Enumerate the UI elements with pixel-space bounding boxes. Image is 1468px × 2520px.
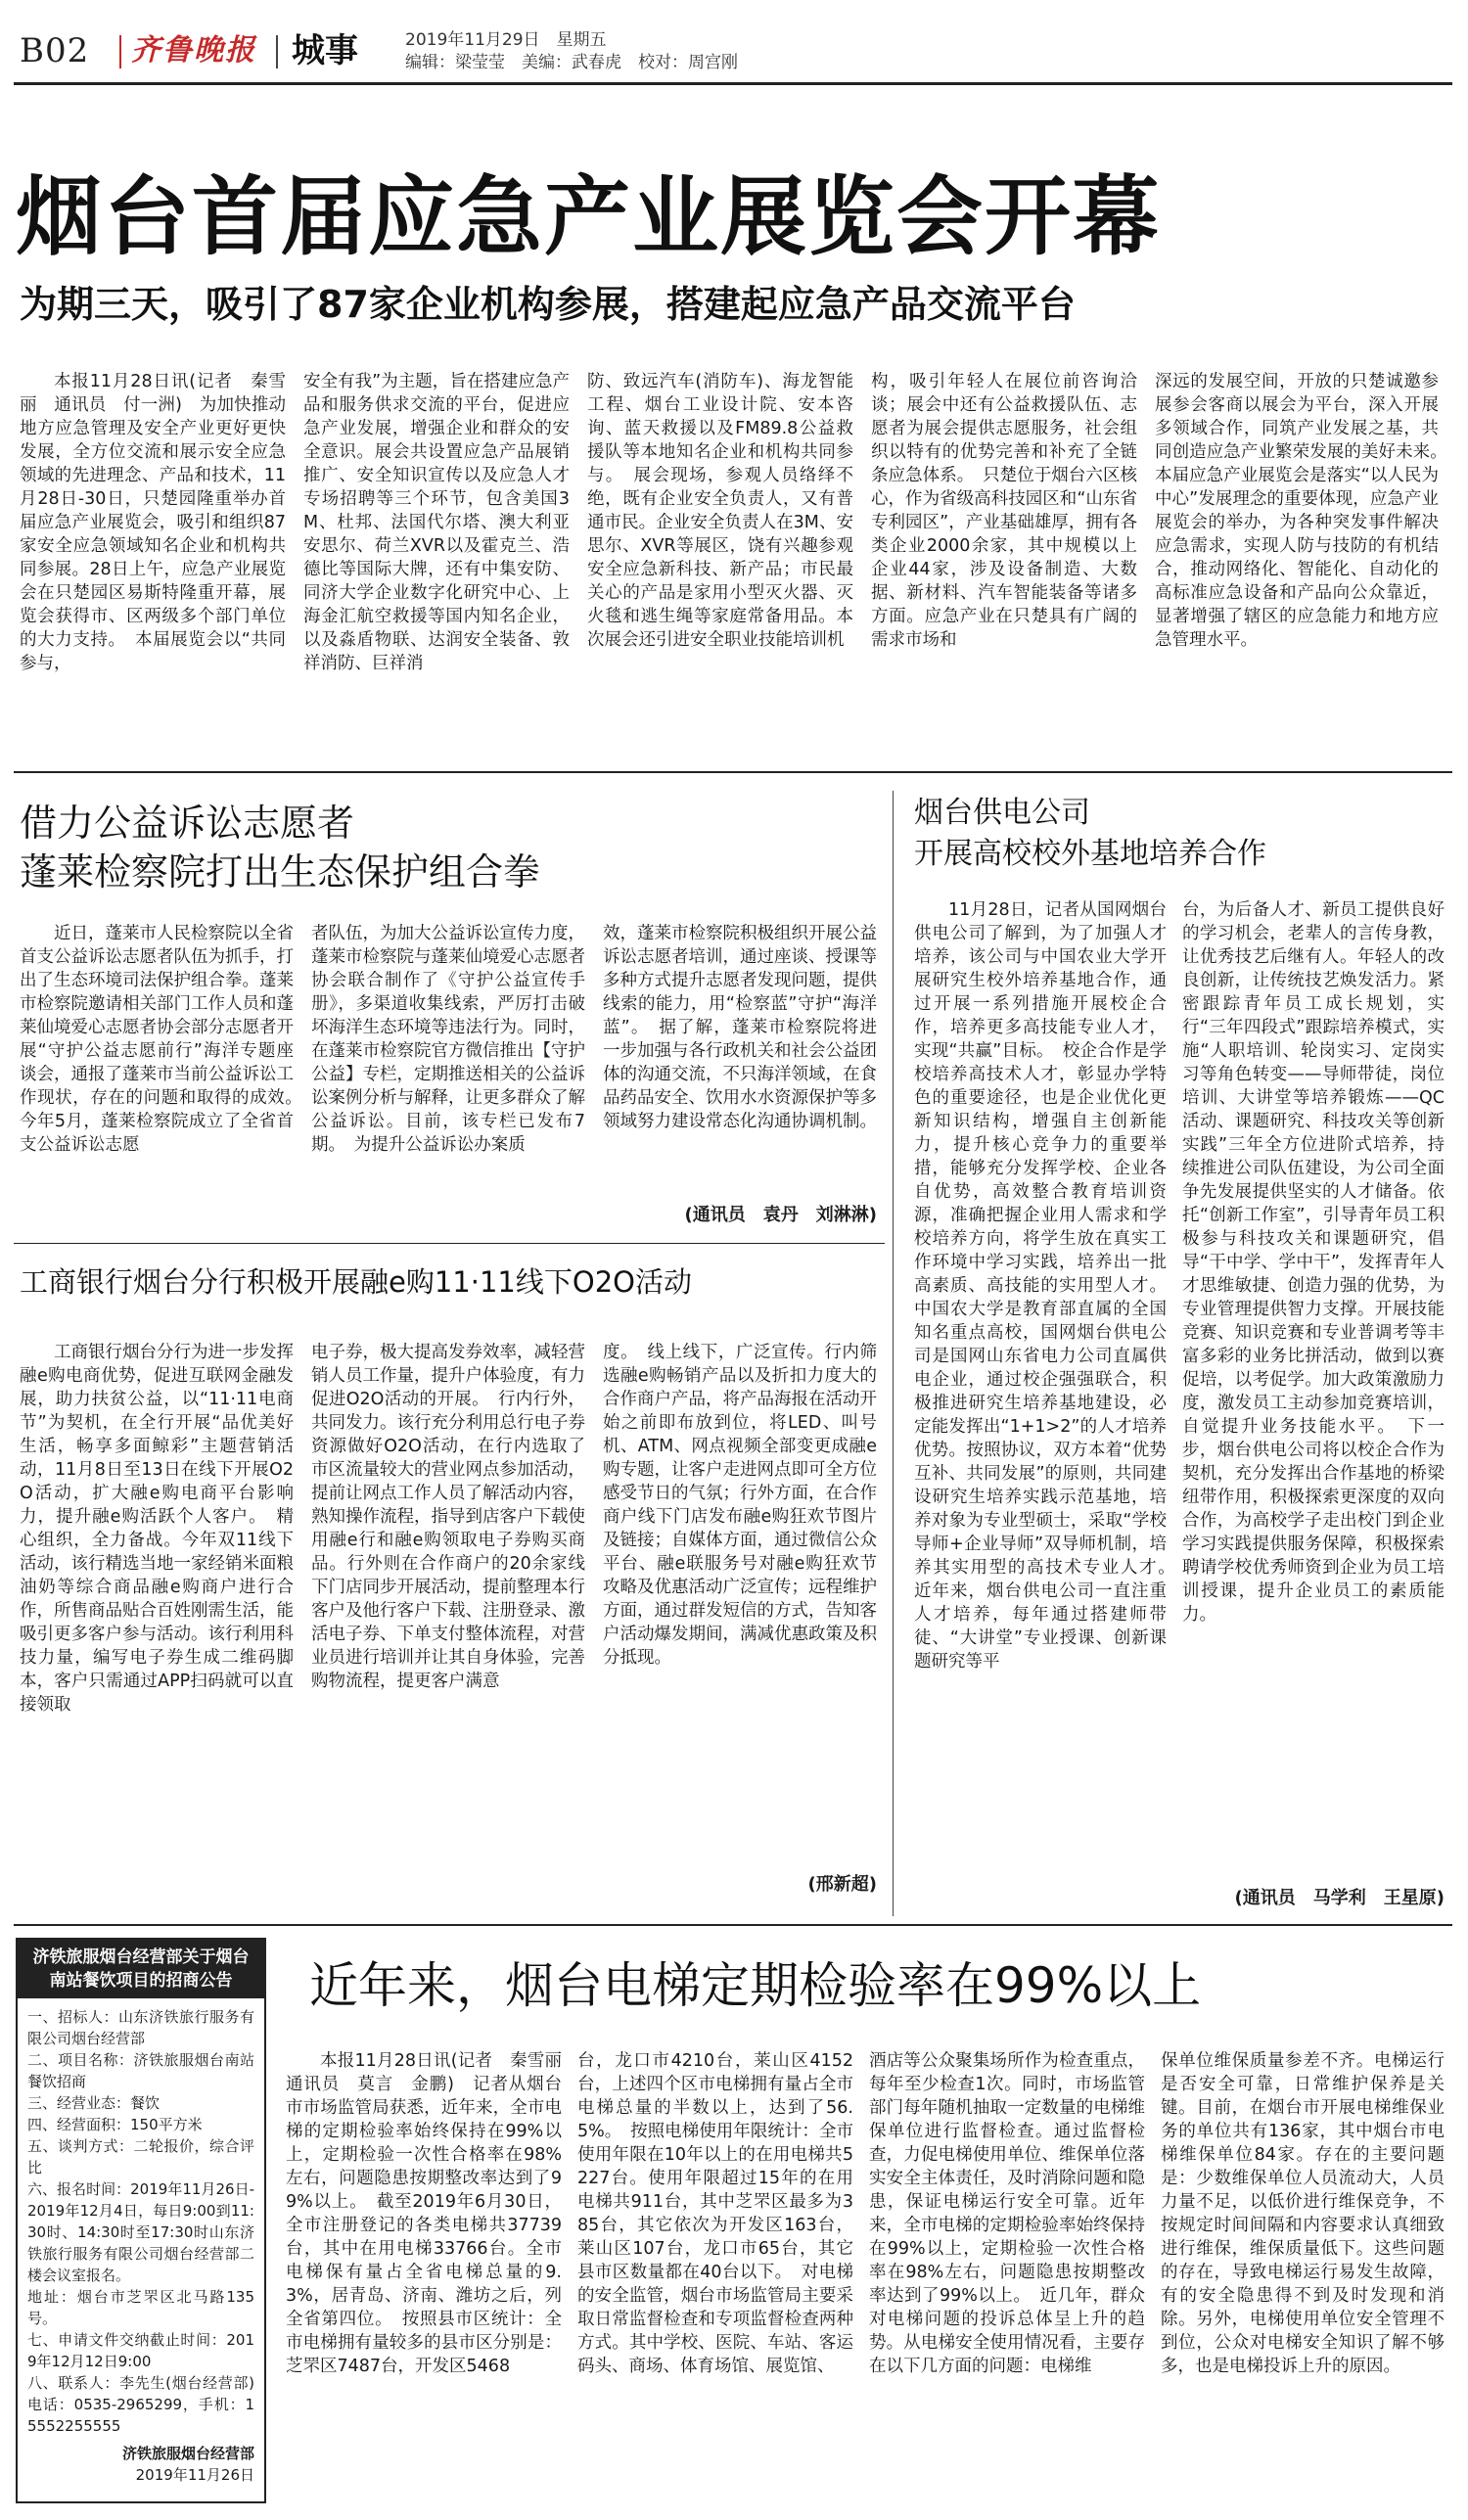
notice-date: 2019年11月26日 [135, 2466, 254, 2484]
elevator-column-text: 酒店等公众聚集场所作为检查重点，每年至少检查1次。同时，市场监管部门每年随机抽取一定数量的电梯维保单位进行监督检查。通过监督检查，力促电梯使用单位、维保单位落实安全主体责任，及时消除问题和隐患，保证电梯运行安全可靠。近年来，全市电梯的定期检验率始终保持在99%以上，定期检验一次性合格率在98%左右，问题隐患按期整改率达到了99%以上。 近几年，群众对电梯问题的投诉总体呈上升的趋势。从电梯安全使用情况看，主要存在以下几方面的问题：电梯维 [869, 2051, 1145, 2376]
lead-column-text: 本报11月28日讯(记者 秦雪丽 通讯员 付一洲) 为加快推动地方应急管理及安全产业更好更快发展，全方位交流和展示安全应急领域的先进理念、产品和技术，11月28日-30日，只楚园隆重举办首届应急产业展览会，吸引和组织87家安全应急领域知名企业和机构共同参展。28日上午，应急产业展览会在只楚园区易斯特隆重开幕，展览会获得市、区两级多个部门单位的大力支持。 本届展览会以“共同参与， [20, 372, 286, 673]
masthead-rule [14, 82, 1452, 85]
power-column-1 [914, 898, 1184, 1887]
penglai-column-3 [603, 922, 877, 1206]
lead-column-text: 构，吸引年轻人在展位前咨询洽谈；展会中还有公益救援队伍、志愿者为展会提供志愿服务，社会组织以特有的优势完善和补充了全链条应急体系。 只楚位于烟台六区核心，作为省级高科技园区和“山东省专利园区”，产业基础雄厚，拥有各类企业2000余家，其中规模以上企业44家，涉及设备制造、大数据、新材料、汽车智能装备等诸多方面。应急产业在只楚具有广阔的需求市场和 [871, 372, 1137, 650]
elevator-column-text: 保单位维保质量参差不齐。电梯运行是否安全可靠，日常维护保养是关键。目前，在烟台市开展电梯维保业务的单位共有136家，其中烟台市电梯维保单位84家。存在的主要问题是：少数维保单位人员流动大，人员力量不足，以低价进行维保竞争，不按规定时间间隔和内容要求认真细致进行维保，维保质量低下。这些问题的存在，导致电梯运行易发生故障，有的安全隐患得不到及时发现和消除。另外，电梯使用单位安全管理不到位，公众对电梯安全知识了解不够多，也是电梯投诉上升的原因。 [1161, 2051, 1445, 2376]
elevator-column-text: 台，龙口市4210台，莱山区4152台，上述四个区市电梯拥有量占全市电梯总量的半数以上，达到了56.5%。 按照电梯使用年限统计：全市使用年限在10年以上的在用电梯共5227台。使用年限超过15年的在用电梯共911台，其中芝罘区最多为385台，其它依次为开发区163台，莱山区107台，龙口市65台，其它县市区数量都在40台以下。 对电梯的安全监管，烟台市场监管局主要采取日常监督检查和专项监督检查两种方式。其中学校、医院、车站、客运码头、商场、体育场馆、展览馆、 [577, 2051, 853, 2376]
penglai-credit: (通讯员 袁丹 刘淋淋) [684, 1205, 877, 1225]
notice-item: 地址：烟台市芝罘区北马路135号。 [27, 2288, 254, 2327]
elevator-column-text: 本报11月28日讯(记者 秦雪丽 通讯员 莫言 金鹏) 记者从烟台市市场监管局获悉，近年来，全市电梯的定期检验率始终保持在99%以上，定期检验一次性合格率在98%左右，问题隐患按期整改率达到了99%以上。 截至2019年6月30日，全市注册登记的各类电梯共37739台，其中在用电梯33766台。全市电梯保有量占全省电梯总量的9.3%，居青岛、济南、潍坊之后，列全省第四位。 按照县市区统计：全市电梯拥有量较多的县市区分别是：芝罘区7487台，开发区5468 [286, 2051, 579, 2376]
section-rule [14, 771, 1452, 773]
lead-column-4 [871, 370, 1137, 752]
notice-body [18, 1998, 270, 2494]
notice-item: 一、招标人：山东济铁旅行服务有限公司烟台经营部 [27, 2008, 254, 2047]
elevator-column-2 [577, 2049, 853, 2509]
notice-item: 八、联系人：李先生(烟台经营部) 电话：0535-2965299，手机：15552255555 [27, 2374, 270, 2435]
lead-column-text: 防、致远汽车(消防车)、海龙智能工程、烟台工业设计院、安本咨询、蓝天救援以及FM89.8公益救援队等本地知名企业和机构共同参与。 展会现场，参观人员络绎不绝，既有企业安全负责人，又有普通市民。企业安全负责人在3M、安思尔、XVR等展区，饶有兴趣参观安全应急新科技、新产品；市民最关心的产品是家用小型灭火器、灭火毯和逃生绳等家庭常备用品。本次展会还引进安全职业技能培训机 [587, 372, 853, 650]
penglai-column-2 [311, 922, 585, 1206]
icbc-column-1 [20, 1341, 294, 1899]
newspaper-logo: 齐鲁晚报 [131, 33, 256, 68]
power-headline-line-1: 烟台供电公司 [914, 796, 1090, 830]
masthead [0, 0, 1468, 78]
penglai-headline-line-1: 借力公益诉讼志愿者 [20, 802, 355, 845]
section-rule [14, 1243, 885, 1244]
icbc-credit: (邢新超) [807, 1874, 877, 1895]
notice-item: 二、项目名称：济铁旅服烟台南站餐饮招商 [27, 2051, 254, 2090]
power-column-2 [1182, 898, 1445, 1887]
icbc-column-3 [603, 1341, 877, 1869]
icbc-headline: 工商银行烟台分行积极开展融e购11·11线下O2O活动 [20, 1265, 692, 1299]
lead-headline: 烟台首届应急产业展览会开幕 [16, 166, 1162, 267]
notice-item: 七、申请文件交纳截止时间：2019年12月12日9:00 [27, 2331, 254, 2370]
lead-column-5 [1155, 370, 1456, 752]
column-divider [893, 791, 894, 1916]
elevator-column-3 [869, 2049, 1145, 2509]
power-credit: (通讯员 马学利 王星原) [1234, 1888, 1445, 1908]
power-headline-line-2: 开展高校校外基地培养合作 [914, 837, 1266, 871]
lead-column-3 [587, 370, 853, 752]
elevator-headline: 近年来，烟台电梯定期检验率在99%以上 [309, 1957, 1202, 2014]
lead-column-text: 深远的发展空间，开放的只楚诚邀参展参会客商以展会为平台，深入开展多领域合作，同筑产业发展之基，共同创造应急产业繁荣发展的美好未来。 本届应急产业展览会是落实“以人民为中心”发展理念的重要体现，应急产业展览会的举办，为各种突发事件解决应急需求，实现人防与技防的有机结合，推动网络化、智能化、自动化的高标准应急设备和产品向公众靠近，显著增强了辖区的应急能力和地方应急管理水平。 [1155, 372, 1456, 650]
page-number: B02 [20, 31, 90, 70]
icbc-column-text: 电子券，极大提高发券效率，减轻营销人员工作量，提升户体验度，有力促进O2O活动的开展。 行内行外，共同发力。该行充分利用总行电子券资源做好O2O活动，在行内选取了市区流量较大的营业网点参加活动，提前让网点工作人员了解活动内容，熟知操作流程，指导到店客户下载使用融e行和融e购领取电子券购买商品。行外则在合作商户的20余家线下门店同步开展活动，提前整理本行客户及他行客户下载、注册登录、激活电子券、下单支付整体流程，对营业员进行培训并让其自身体验，完善购物流程，提更客户满意 [311, 1343, 585, 1691]
icbc-column-2 [311, 1341, 585, 1899]
power-column-text: 11月28日，记者从国网烟台供电公司了解到，为了加强人才培养，该公司与中国农业大学开展研究生校外培养基地合作，通过开展一系列措施开展校企合作，培养更多高技能专业人才，实现“共赢”目标。 校企合作是学校培养高技术人才，彰显办学特色的重要途径，也是企业优化更新知识结构，增强自主创新能力，提升核心竞争力的重要举措，能够充分发挥学校、企业各自优势，高效整合教育培训资源，准确把握企业用人需求和学校培养方向，将学生放在真实工作环境中学习实践，培养出一批高素质、高技能的实用型人才。中国农大学是教育部直属的全国知名重点高校，国网烟台供电公司是国网山东省电力公司直属供电企业，通过校企强强联合，积极推进研究生培养基地建设，必定能发挥出“1+1>2”的人才培养优势。按照协议，双方本着“优势互补、共同发展”的原则，共同建设研究生培养实践示范基地，培养对象为专业型硕士，采取“学校导师+企业导师”双导师机制，培养其实用型的高技术专业人才。 近年来，烟台供电公司一直注重人才培养，每年通过搭建师带徒、“大讲堂”专业授课、创新课题研究等平 [914, 900, 1184, 1672]
penglai-column-text: 近日，蓬莱市人民检察院以全省首支公益诉讼志愿者队伍为抓手，打出了生态环境司法保护组合拳。蓬莱市检察院邀请相关部门工作人员和蓬莱仙境爱心志愿者协会部分志愿者开展“守护公益志愿前行”海洋专题座谈会，通报了蓬莱市当前公益诉讼工作现状，存在的问题和取得的成效。 今年5月，蓬莱检察院成立了全省首支公益诉讼志愿 [20, 924, 311, 1155]
notice-item: 四、经营面积：150平方米 [27, 2116, 203, 2133]
lead-column-text: 安全有我”为主题，旨在搭建应急产品和服务供求交流的平台，促进应急产业发展，增强企业和群众的安全意识。展会共设置应急产品展销推广、安全知识宣传以及应急人才专场招聘等三个环节，包含美国3M、杜邦、法国代尔塔、澳大利亚安思尔、荷兰XVR以及霍克兰、浩德比等国际大牌，还有中集安防、同济大学企业数字化研究中心、上海金汇航空救援等国内知名企业，以及淼盾物联、达润安全装备、敦祥消防、巨祥消 [303, 372, 570, 673]
penglai-headline-line-2: 蓬莱检察院打出生态保护组合拳 [20, 850, 541, 893]
editor-line: 编辑：梁莹莹 美编：武春虎 校对：周宫刚 [405, 53, 738, 72]
power-headline [914, 793, 1443, 875]
notice-item: 三、经营业态：餐饮 [27, 2094, 161, 2112]
notice-item: 五、谈判方式：二轮报价，综合评比 [27, 2137, 254, 2176]
tender-notice [16, 1938, 270, 2503]
lead-subhead: 为期三天，吸引了87家企业机构参展，搭建起应急产品交流平台 [20, 283, 1076, 326]
elevator-column-1 [286, 2049, 579, 2509]
section-name: 城事 [292, 31, 358, 70]
notice-signature: 济铁旅服烟台经营部 [121, 2445, 254, 2462]
elevator-column-4 [1161, 2049, 1445, 2509]
penglai-column-text: 效，蓬莱市检察院积极组织开展公益诉讼志愿者培训，通过座谈、授课等多种方式提升志愿者发现问题，提供线索的能力，用“检察蓝”守护“海洋蓝”。 据了解，蓬莱市检察院将进一步加强与各行政机关和社会公益团体的沟通交流，不只海洋领域，在食品药品安全、饮用水水资源保护等多领域努力建设常态化沟通协调机制。 [603, 924, 877, 1131]
masthead-divider [119, 35, 121, 69]
penglai-headline [20, 799, 881, 896]
icbc-column-text: 度。 线上线下，广泛宣传。行内筛选融e购畅销产品以及折扣力度大的合作商户产品，将产品海报在活动开始之前即布放到位，将LED、叫号机、ATM、网点视频全部变更成融e购专题，让客户走进网点即可全方位感受节日的气氛；行外方面，在合作商户线下门店发布融e购狂欢节图片及链接；自媒体方面，通过微信公众平台、融e联服务号对融e购狂欢节攻略及优惠活动广泛宣传；远程维护方面，通过群发短信的方式，告知客户活动爆发期间，满减优惠政策及积分抵现。 [603, 1343, 877, 1668]
masthead-divider [276, 35, 278, 69]
lead-column-1 [20, 370, 286, 752]
penglai-column-text: 者队伍，为加大公益诉讼宣传力度，蓬莱市检察院与蓬莱仙境爱心志愿者协会联合制作了《守护公益宣传手册》，多渠道收集线索，严厉打击破坏海洋生态环境等违法行为。同时，在蓬莱市检察院官方微信推出【守护公益】专栏，定期推送相关的公益诉讼案例分析与解释，让更多群众了解公益诉讼。目前，该专栏已发布7期。 为提升公益诉讼办案质 [311, 924, 585, 1155]
power-column-text: 台，为后备人才、新员工提供良好的学习机会，老辈人的言传身教，让优秀技艺后继有人。年轻人的改良创新，让传统技艺焕发活力。紧密跟踪青年员工成长规划，实行“三年四段式”跟踪培养模式，实施“人职培训、轮岗实习、定岗实习等角色转变——导师带徒，岗位培训、大讲堂等培养锻炼——QC活动、课题研究、科技攻关等创新实践”三年全方位进阶式培养，持续推进公司队伍建设，为公司全面争先发展提供坚实的人才储备。依托“创新工作室”，引导青年员工积极参与科技攻关和课题研究，倡导“干中学、学中干”，发挥青年人才思维敏捷、创造力强的优势，为专业管理提供智力支撑。开展技能竞赛、知识竞赛和专业普调考等丰富多彩的业务比拼活动，做到以赛促培，以考促学。加大政策激励力度，激发员工主动参加竞赛培训，自觉提升业务技能水平。 下一步，烟台供电公司将以校企合作为契机，充分发挥出合作基地的桥梁纽带作用，积极探索更深度的双向合作，为高校学子走出校门到企业学习实践提供服务保障，积极探索聘请学校优秀师资到企业为员工培训授课，提升企业员工的素质能力。 [1182, 900, 1445, 1625]
icbc-column-text: 工商银行烟台分行为进一步发挥融e购电商优势，促进互联网金融发展，助力扶贫公益，以“11·11电商节”为契机，在全行开展“品优美好生活，畅享多面鲸彩”主题营销活动，11月8日至13日在线下开展O2O活动，扩大融e购电商平台影响力，提升融e购活跃个人客户。 精心组织，全力备战。今年双11线下活动，该行精选当地一家经销米面粮油奶等综合商品融e购商户进行合作，所售商品贴合百姓刚需生活，能吸引更多客户参与活动。该行利用科技力量，编写电子券生成二维码脚本，客户只需通过APP扫码就可以直接领取 [20, 1343, 294, 1715]
penglai-column-1 [20, 922, 311, 1206]
notice-item: 六、报名时间：2019年11月26日-2019年12月4日，每日9:00到11:30时、14:30时至17:30时山东济铁旅行服务有限公司烟台经营部二楼会议室报名。 [27, 2180, 254, 2284]
date-line: 2019年11月29日 星期五 [405, 30, 607, 50]
section-rule [14, 1924, 1452, 1926]
lead-column-2 [303, 370, 570, 752]
notice-title: 济铁旅服烟台经营部关于烟台南站餐饮项目的招商公告 [18, 1940, 264, 1998]
